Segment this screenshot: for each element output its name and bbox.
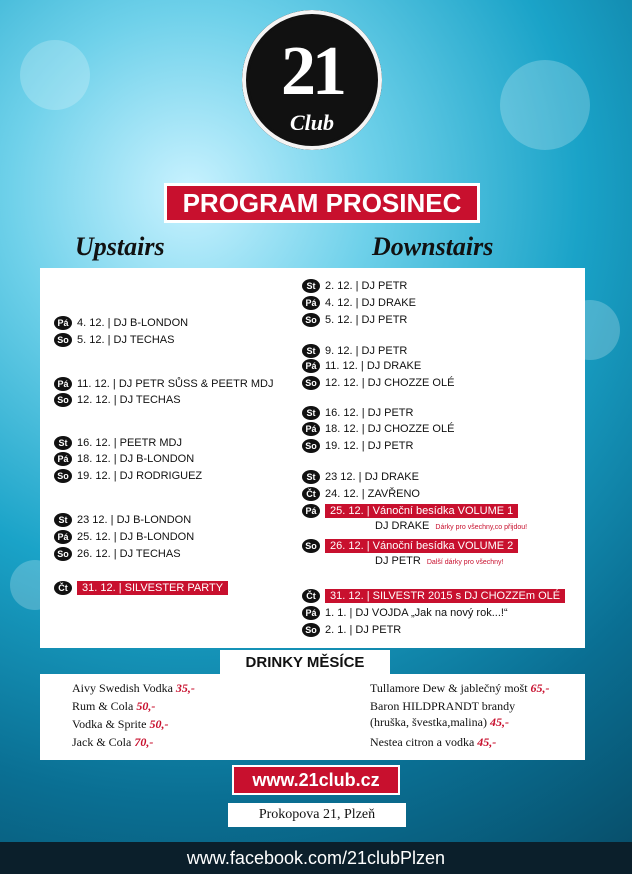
drink-name: Jack & Cola — [72, 735, 132, 749]
downstairs-row: St 2. 12. | DJ PETR — [302, 278, 407, 294]
act: SILVESTER PARTY — [124, 582, 224, 594]
date: 1. 1. — [325, 607, 347, 619]
date: 16. 12. — [77, 437, 111, 449]
day-badge: Pá — [302, 359, 320, 373]
day-badge: Pá — [54, 377, 72, 391]
upstairs-row: So 5. 12. | DJ TECHAS — [54, 332, 174, 348]
upstairs-row: So 19. 12. | DJ RODRIGUEZ — [54, 468, 202, 484]
upstairs-row: St 16. 12. | PEETR MDJ — [54, 435, 182, 451]
day-badge: So — [302, 623, 320, 637]
upstairs-row: Pá 11. 12. | DJ PETR SŮSS & PEETR MDJ — [54, 376, 273, 392]
day-badge: Pá — [302, 296, 320, 310]
day-badge: So — [54, 469, 72, 483]
act: DJ VOJDA „Jak na nový rok...!“ — [355, 607, 508, 619]
act: DJ TECHAS — [119, 548, 181, 560]
act: DJ PETR — [361, 280, 408, 292]
drink-price: 45,- — [477, 735, 497, 749]
day-badge: Pá — [302, 504, 320, 518]
bokeh-light — [500, 60, 590, 150]
bokeh-light — [20, 40, 90, 110]
drink-item — [370, 715, 509, 730]
act: DJ PETR — [355, 624, 402, 636]
act: DJ DRAKE — [366, 360, 422, 372]
day-badge: So — [54, 333, 72, 347]
page-title: PROGRAM PROSINEC — [164, 183, 480, 223]
act: DJ PETR — [361, 345, 408, 357]
act: DJ PETR SŮSS & PEETR MDJ — [118, 378, 274, 390]
drink-price: 45,- — [489, 715, 509, 729]
drink-name: Nestea citron a vodka — [370, 735, 475, 749]
drink-item — [370, 735, 496, 750]
day-badge: St — [302, 470, 320, 484]
date: 31. 12. — [330, 590, 364, 602]
day-badge: So — [54, 393, 72, 407]
downstairs-row-highlight: Pá 25. 12. | Vánoční besídka VOLUME 1 — [302, 503, 518, 519]
day-badge: St — [54, 513, 72, 527]
act: DJ TECHAS — [113, 334, 175, 346]
drink-name: Rum & Cola — [72, 699, 134, 713]
club-logo — [242, 10, 382, 150]
downstairs-row: Čt 24. 12. | ZAVŘENO — [302, 486, 420, 502]
downstairs-row: So 5. 12. | DJ PETR — [302, 312, 407, 328]
downstairs-row-highlight: So 26. 12. | Vánoční besídka VOLUME 2 — [302, 538, 518, 554]
date: 31. 12. — [82, 582, 116, 594]
act: DJ PETR — [361, 314, 408, 326]
downstairs-heading: Downstairs — [372, 232, 494, 261]
date: 18. 12. — [77, 453, 111, 465]
day-badge: So — [54, 547, 72, 561]
date: 4. 12. — [77, 317, 105, 329]
date: 9. 12. — [325, 345, 353, 357]
downstairs-row: So 12. 12. | DJ CHOZZE OLÉ — [302, 375, 454, 391]
downstairs-row: So 19. 12. | DJ PETR — [302, 438, 413, 454]
day-badge: Čt — [302, 589, 320, 603]
drink-name: Aivy Swedish Vodka — [72, 681, 173, 695]
downstairs-row: St 9. 12. | DJ PETR — [302, 343, 407, 359]
date: 24. 12. — [325, 488, 359, 500]
date: 25. 12. — [77, 531, 111, 543]
act: DJ RODRIGUEZ — [119, 470, 203, 482]
upstairs-row: Pá 25. 12. | DJ B-LONDON — [54, 529, 194, 545]
drink-price: 65,- — [530, 681, 550, 695]
downstairs-row: Pá 11. 12. | DJ DRAKE — [302, 358, 421, 374]
drink-item — [370, 699, 515, 714]
event-subline — [375, 520, 527, 532]
drink-price: 35,- — [175, 681, 195, 695]
date: 19. 12. — [325, 440, 359, 452]
day-badge: St — [302, 406, 320, 420]
day-badge: Čt — [302, 487, 320, 501]
upstairs-row: So 12. 12. | DJ TECHAS — [54, 392, 181, 408]
drinks-heading: DRINKY MĚSÍCE — [220, 650, 390, 676]
date: 12. 12. — [77, 394, 111, 406]
act: PEETR MDJ — [119, 437, 182, 449]
facebook-link[interactable]: www.facebook.com/21clubPlzen — [0, 842, 632, 874]
drink-item — [370, 681, 550, 696]
date: 26. 12. — [77, 548, 111, 560]
date: 4. 12. — [325, 297, 353, 309]
act: DJ DRAKE — [364, 471, 419, 483]
date: 5. 12. — [325, 314, 353, 326]
date: 26. 12. — [330, 540, 364, 552]
date: 2. 12. — [325, 280, 353, 292]
upstairs-row-highlight: Čt 31. 12. | SILVESTER PARTY — [54, 580, 228, 596]
day-badge: Pá — [54, 452, 72, 466]
day-badge: St — [302, 344, 320, 358]
downstairs-row: St 16. 12. | DJ PETR — [302, 405, 413, 421]
date: 12. 12. — [325, 377, 359, 389]
website-link[interactable]: www.21club.cz — [232, 765, 400, 795]
act: DJ B-LONDON — [113, 317, 189, 329]
drink-price: 50,- — [149, 717, 169, 731]
date: 23 12. — [77, 514, 108, 526]
act: DJ TECHAS — [119, 394, 181, 406]
act: Vánoční besídka VOLUME 2 — [372, 540, 514, 552]
drink-item — [72, 699, 155, 714]
act: DJ DRAKE — [375, 520, 430, 532]
downstairs-row: St 23 12. | DJ DRAKE — [302, 469, 419, 485]
drink-price: 70,- — [134, 735, 154, 749]
act: ZAVŘENO — [367, 488, 420, 500]
act: DJ B-LONDON — [119, 453, 195, 465]
act: DJ B-LONDON — [119, 531, 195, 543]
upstairs-row: Pá 18. 12. | DJ B-LONDON — [54, 451, 194, 467]
logo-number: 21 — [281, 33, 343, 110]
date: 16. 12. — [325, 407, 359, 419]
act: DJ PETR — [375, 555, 421, 567]
upstairs-heading: Upstairs — [75, 232, 165, 261]
logo-word: Club — [289, 110, 335, 135]
upstairs-row: Pá 4. 12. | DJ B-LONDON — [54, 315, 188, 331]
drink-name: Baron HILDPRANDT brandy — [370, 699, 516, 713]
day-badge: So — [302, 376, 320, 390]
act: DJ CHOZZE OLÉ — [367, 423, 455, 435]
downstairs-row: Pá 18. 12. | DJ CHOZZE OLÉ — [302, 421, 454, 437]
drink-price: 50,- — [136, 699, 156, 713]
act: SILVESTR 2015 s DJ CHOZZEm OLÉ — [372, 590, 561, 602]
drink-name: (hruška, švestka,malina) — [370, 715, 487, 729]
downstairs-row: Pá 1. 1. | DJ VOJDA „Jak na nový rok...!“ — [302, 605, 508, 621]
date: 23 12. — [325, 471, 356, 483]
drink-item — [72, 717, 168, 732]
drink-item — [72, 681, 195, 696]
day-badge: So — [302, 313, 320, 327]
act: DJ DRAKE — [361, 297, 416, 309]
upstairs-row: So 26. 12. | DJ TECHAS — [54, 546, 181, 562]
downstairs-row: Pá 4. 12. | DJ DRAKE — [302, 295, 416, 311]
event-subline — [375, 555, 504, 567]
drink-name: Vodka & Sprite — [72, 717, 147, 731]
act: DJ PETR — [367, 407, 414, 419]
day-badge: Pá — [302, 606, 320, 620]
act: Vánoční besídka VOLUME 1 — [372, 505, 514, 517]
day-badge: St — [302, 279, 320, 293]
program-panel — [40, 268, 585, 648]
drinks-panel — [40, 674, 585, 760]
downstairs-row: So 2. 1. | DJ PETR — [302, 622, 401, 638]
day-badge: Pá — [54, 316, 72, 330]
day-badge: So — [302, 539, 320, 553]
date: 5. 12. — [77, 334, 105, 346]
drink-name: Tullamore Dew & jablečný mošt — [370, 681, 528, 695]
upstairs-row: St 23 12. | DJ B-LONDON — [54, 512, 191, 528]
address: Prokopova 21, Plzeň — [228, 803, 406, 827]
day-badge: So — [302, 439, 320, 453]
date: 11. 12. — [77, 378, 110, 390]
day-badge: Pá — [302, 422, 320, 436]
day-badge: St — [54, 436, 72, 450]
act: DJ B-LONDON — [116, 514, 192, 526]
date: 2. 1. — [325, 624, 347, 636]
note: Dárky pro všechny,co přijdou! — [435, 524, 528, 531]
date: 25. 12. — [330, 505, 364, 517]
act: DJ CHOZZE OLÉ — [367, 377, 455, 389]
date: 19. 12. — [77, 470, 111, 482]
day-badge: Pá — [54, 530, 72, 544]
act: DJ PETR — [367, 440, 414, 452]
day-badge: Čt — [54, 581, 72, 595]
note: Další dárky pro všechny! — [426, 559, 504, 566]
downstairs-row-highlight: Čt 31. 12. | SILVESTR 2015 s DJ CHOZZEm OLÉ — [302, 588, 565, 604]
date: 11. 12. — [325, 360, 358, 372]
drink-item — [72, 735, 153, 750]
date: 18. 12. — [325, 423, 359, 435]
